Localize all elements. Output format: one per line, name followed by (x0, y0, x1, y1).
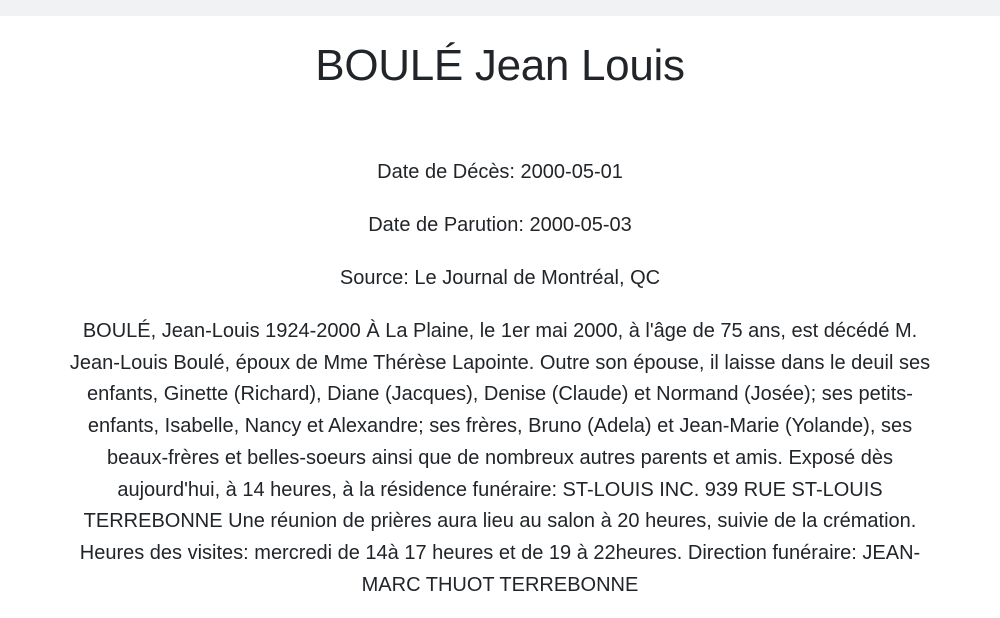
top-strip (0, 0, 1000, 16)
page-title: BOULÉ Jean Louis (315, 41, 685, 90)
obituary-text: BOULÉ, Jean-Louis 1924-2000 À La Plaine, le 1er mai 2000, à l'âge de 75 ans, est décédé M. Jean-Louis Boulé, époux de Mme Thérèse Lapointe. Outre son épouse, il laisse dans le deuil ses enfants, Ginette (Richard), Diane (Jacques), Denise (Claude) et Normand (Josée); ses petits-enfants, Isabelle, Nancy et Alexandre; ses frères, Bruno (Adela) et Jean-Marie (Yolande), ses beaux-frères et belles-soeurs ainsi que de nombreux autres parents et amis. Exposé dès aujourd'hui, à 14 heures, à la résidence funéraire: ST-LOUIS INC. 939 RUE ST-LOUIS TERREBONNE Une réunion de prières aura lieu au salon à 20 heures, suivie de la crémation. Heures des visites: mercredi de 14à 17 heures et de 19 à 22heures. Direction funéraire: JEAN-MARC THUOT TERREBONNE (69, 320, 931, 596)
obituary-page (0, 16, 1000, 618)
publication-date: Date de Parution: 2000-05-03 (368, 214, 632, 236)
date-of-death: Date de Décès: 2000-05-01 (377, 161, 623, 183)
source: Source: Le Journal de Montréal, QC (339, 267, 661, 289)
